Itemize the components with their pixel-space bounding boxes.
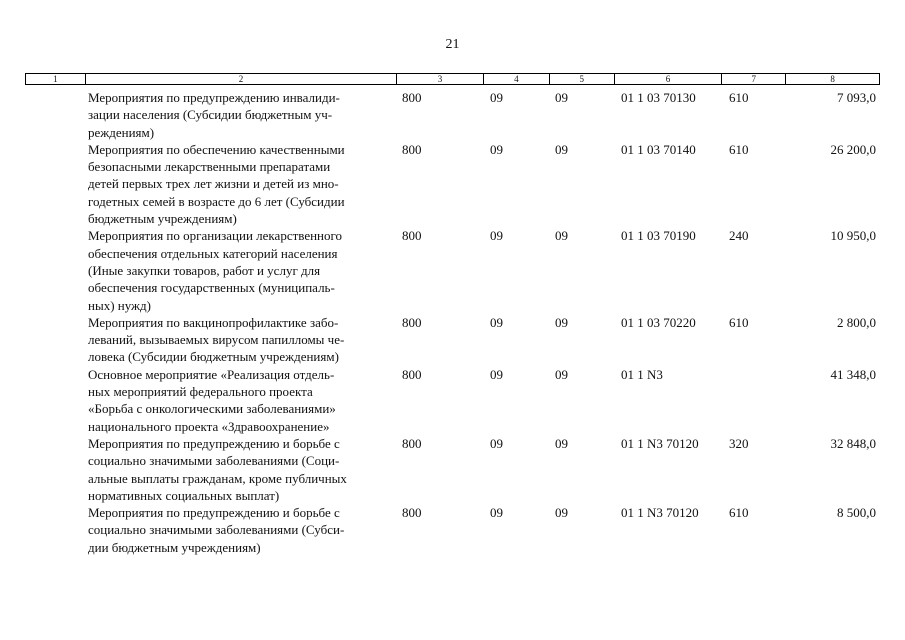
table-row [25, 366, 880, 435]
row-name-line: леваний, вызываемых вирусом папилломы че- [88, 332, 345, 348]
row-name-cell [85, 314, 397, 366]
header-col-5: 5 [550, 74, 615, 84]
header-col-4: 4 [484, 74, 550, 84]
row-name-line: Мероприятия по организации лекарственного [88, 228, 343, 244]
header-col-1: 1 [26, 74, 86, 84]
table-header-row [25, 73, 880, 85]
row-name-line: Мероприятия по вакцинопрофилактике забо- [88, 314, 339, 330]
row-section-code: 09 [490, 141, 503, 157]
row-subsection-code: 09 [555, 505, 568, 521]
row-target-code: 01 1 N3 [621, 366, 663, 382]
row-target-code: 01 1 03 70220 [621, 314, 696, 330]
table-row [25, 314, 880, 366]
row-subsection-code: 09 [555, 366, 568, 382]
row-name-line: детей первых трех лет жизни и детей из мно- [88, 176, 339, 192]
header-col-8: 8 [830, 74, 835, 84]
row-amount: 41 348,0 [830, 366, 876, 382]
table-body [25, 89, 880, 556]
row-ministry-code: 800 [402, 228, 422, 244]
row-subsection-code: 09 [555, 314, 568, 330]
row-name-line: ных) нужд) [88, 297, 151, 313]
row-expense-type: 610 [729, 141, 749, 157]
row-name-line: зации населения (Субсидии бюджетным уч- [88, 107, 333, 123]
row-name-cell [85, 227, 397, 313]
row-section-code: 09 [490, 505, 503, 521]
row-target-code: 01 1 03 70140 [621, 141, 696, 157]
row-ministry-code: 800 [402, 141, 422, 157]
row-amount: 10 950,0 [830, 228, 876, 244]
row-name-cell [85, 89, 397, 141]
row-name-line: Мероприятия по предупреждению и борьбе с [88, 505, 340, 521]
row-name-line: национального проекта «Здравоохранение» [88, 418, 330, 434]
row-name-line: Основное мероприятие «Реализация отдель- [88, 366, 335, 382]
row-name-line: обеспечения государственных (муниципаль- [88, 280, 335, 296]
row-expense-type: 610 [729, 505, 749, 521]
row-expense-type: 610 [729, 314, 749, 330]
row-name-line: обеспечения отдельных категорий населения [88, 245, 338, 261]
row-name-line: реждениям) [88, 124, 155, 140]
row-name-line: ловека (Субсидии бюджетным учреждениям) [88, 349, 339, 365]
row-subsection-code: 09 [555, 141, 568, 157]
row-amount: 8 500,0 [837, 505, 876, 521]
row-ministry-code: 800 [402, 435, 422, 451]
row-amount: 7 093,0 [837, 90, 876, 105]
row-ministry-code: 800 [402, 505, 422, 521]
table-row [25, 141, 880, 227]
row-name-line: (Иные закупки товаров, работ и услуг для [88, 262, 321, 278]
row-subsection-code: 09 [555, 435, 568, 451]
row-target-code: 01 1 03 70190 [621, 228, 696, 244]
header-col-6: 6 [615, 74, 723, 84]
row-section-code: 09 [490, 90, 503, 105]
row-target-code: 01 1 N3 70120 [621, 435, 699, 451]
row-name-line: социально значимыми заболеваниями (Соци- [88, 453, 340, 469]
row-name-cell [85, 435, 397, 504]
row-target-code: 01 1 N3 70120 [621, 505, 699, 521]
row-subsection-code: 09 [555, 90, 568, 105]
header-col-3: 3 [397, 74, 484, 84]
row-name-line: дии бюджетным учреждениям) [88, 539, 261, 555]
row-name-line: «Борьба с онкологическими заболеваниями» [88, 401, 336, 417]
page-number: 21 [445, 37, 460, 52]
row-expense-type: 240 [729, 228, 749, 244]
row-subsection-code: 09 [555, 228, 568, 244]
row-section-code: 09 [490, 366, 503, 382]
row-amount: 2 800,0 [837, 314, 876, 330]
row-name-line: альные выплаты гражданам, кроме публичных [88, 470, 347, 486]
row-name-line: нормативных социальных выплат) [88, 487, 280, 503]
row-name-line: Мероприятия по предупреждению инвалиди- [88, 90, 340, 105]
header-col-2: 2 [86, 74, 397, 84]
row-section-code: 09 [490, 228, 503, 244]
table-row [25, 435, 880, 504]
row-target-code: 01 1 03 70130 [621, 90, 696, 105]
row-section-code: 09 [490, 314, 503, 330]
row-name-line: Мероприятия по обеспечению качественными [88, 141, 345, 157]
row-name-line: Мероприятия по предупреждению и борьбе с [88, 435, 340, 451]
row-name-cell [85, 366, 397, 435]
row-name-cell [85, 141, 397, 227]
row-amount: 26 200,0 [830, 141, 876, 157]
row-ministry-code: 800 [402, 90, 422, 105]
row-name-cell [85, 504, 397, 556]
row-section-code: 09 [490, 435, 503, 451]
row-name-line: ных мероприятий федерального проекта [88, 384, 313, 400]
row-ministry-code: 800 [402, 314, 422, 330]
row-name-line: бюджетным учреждениям) [88, 211, 237, 227]
row-expense-type: 610 [729, 90, 749, 105]
header-col-7: 7 [722, 74, 786, 84]
row-name-line: годетных семей в возрасте до 6 лет (Субсидии [88, 193, 345, 209]
row-ministry-code: 800 [402, 366, 422, 382]
table-row [25, 89, 880, 141]
row-expense-type: 320 [729, 435, 749, 451]
table-row [25, 227, 880, 313]
table-row [25, 504, 880, 556]
row-amount: 32 848,0 [830, 435, 876, 451]
row-name-line: безопасными лекарственными препаратами [88, 159, 331, 175]
row-name-line: социально значимыми заболеваниями (Субси- [88, 522, 345, 538]
